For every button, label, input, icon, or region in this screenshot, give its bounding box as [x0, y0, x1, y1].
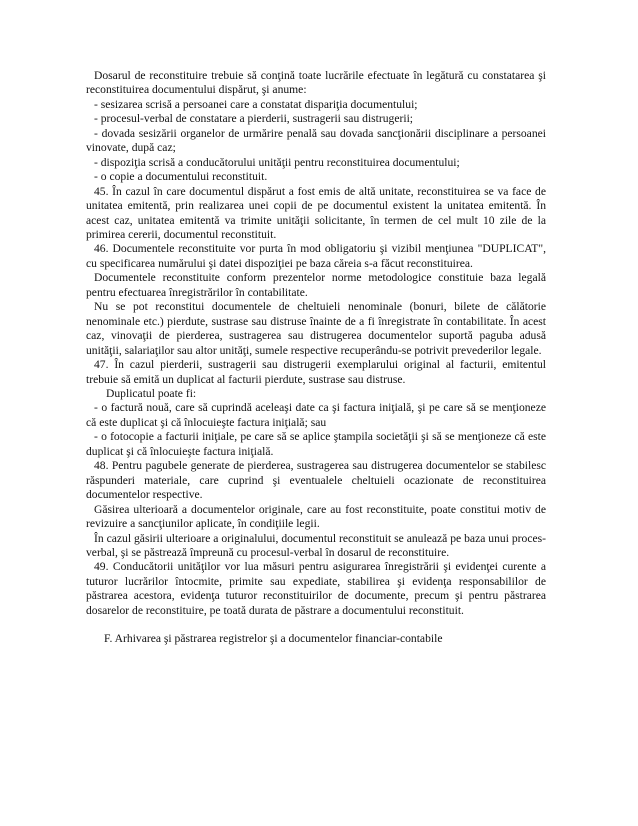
- list-item-dispozitia-scrisa: - dispoziţia scrisă a conducătorului unităţii pentru reconstituirea documentului;: [94, 155, 460, 169]
- paragraph-gasirea-ulterioara: Găsirea ulterioară a documentelor originale, care au fost reconstituite, poate constitui motiv de revizuire a sancţiunilor aplicate, în condiţiile legii.: [86, 502, 546, 531]
- paragraph-dosar-reconstituire: Dosarul de reconstituire trebuie să conţină toate lucrările efectuate în legătură cu constatarea şi reconstituirea documentului dispărut, şi anume:: [86, 69, 546, 97]
- paragraph-cheltuieli-nenominale: Nu se pot reconstitui documentele de cheltuieli nenominale (bonuri, bilete de călătorie nenominale etc.) pierdute, sustrase sau distruse înainte de a fi înregistrate în contabilitate. În acest caz, vinovaţii de pierderea, sustragerea sau distrugerea documentelor suportă paguba adusă unităţii, salariaţilor sau altor unităţi, sumele respective recuperându-se potrivit prevederilor legale.: [86, 300, 546, 357]
- list-item-fotocopie: - o fotocopie a facturii iniţiale, pe care să se aplice ştampila societăţii şi să se menţioneze că este duplicat şi că înlocuieşte factura iniţială.: [86, 430, 546, 458]
- list-item-proces-verbal: - procesul-verbal de constatare a pierderii, sustragerii sau distrugerii;: [94, 112, 414, 126]
- list-item-copie-document: - o copie a documentului reconstituit.: [94, 170, 268, 184]
- paragraph-article-49: 49. Conducătorii unităţilor vor lua măsuri pentru asigurarea înregistrării şi evidenţei curente a tuturor lucrărilor întocmite, primite sau expediate, stabilirea şi evidenţa responsabililor de păstrarea acestora, evidenţa tuturor reconstituirilor de documente, precum şi pentru păstrarea dosarelor de reconstituire, pe toată durata de păstrare a documentului reconstituit.: [86, 560, 546, 617]
- document-page: [86, 69, 546, 647]
- section-heading: F. Arhivarea şi păstrarea registrelor şi a documentelor financiar-contabile: [104, 632, 443, 646]
- paragraph-article-45: 45. În cazul în care documentul dispărut a fost emis de altă unitate, reconstituirea se va face de unitatea emitentă, prin realizarea unei copii de pe documentul existent la unitatea emitentă. În acest caz, unitatea emitentă va trimite unităţii solicitante, în termen de cel mult 10 zile de la primirea cererii, documentul reconstituit.: [86, 184, 546, 241]
- paragraph-duplicatul-poate-fi: Duplicatul poate fi:: [106, 386, 197, 400]
- paragraph-article-47: 47. În cazul pierderii, sustragerii sau distrugerii exemplarului original al facturii, emitentul trebuie să emită un duplicat al facturii pierdute, sustrase sau distruse.: [86, 358, 546, 386]
- paragraph-article-46: 46. Documentele reconstituite vor purta în mod obligatoriu şi vizibil menţiunea "DUPLICAT", cu specificarea numărului şi datei dispoziţiei pe baza căreia s-a făcut reconstituirea.: [86, 242, 546, 270]
- list-item-dovada-sesizarii: - dovada sesizării organelor de urmărire penală sau dovada sancţionării disciplinare a persoanei vinovate, după caz;: [86, 126, 546, 155]
- paragraph-anulare-reconstituit: În cazul găsirii ulterioare a originalului, documentul reconstituit se anulează pe baza unui proces-verbal, şi se păstrează împreună cu procesul-verbal în dosarul de reconstituire.: [86, 531, 546, 559]
- paragraph-documente-reconstituite: Documentele reconstituite conform prezentelor norme metodologice constituie baza legală pentru efectuarea înregistrărilor în contabilitate.: [86, 271, 546, 299]
- list-item-sesizare: - sesizarea scrisă a persoanei care a constatat dispariţia documentului;: [94, 97, 418, 111]
- paragraph-article-48: 48. Pentru pagubele generate de pierderea, sustragerea sau distrugerea documentelor se stabilesc răspunderi materiale, care cuprind şi eventualele cheltuieli ocazionate de reconstituirea documentelor respective.: [86, 459, 546, 502]
- list-item-factura-noua: - o factură nouă, care să cuprindă aceleaşi date ca şi factura iniţială, şi pe care să se menţioneze că este duplicat şi că înlocuieşte factura iniţială; sau: [86, 401, 546, 429]
